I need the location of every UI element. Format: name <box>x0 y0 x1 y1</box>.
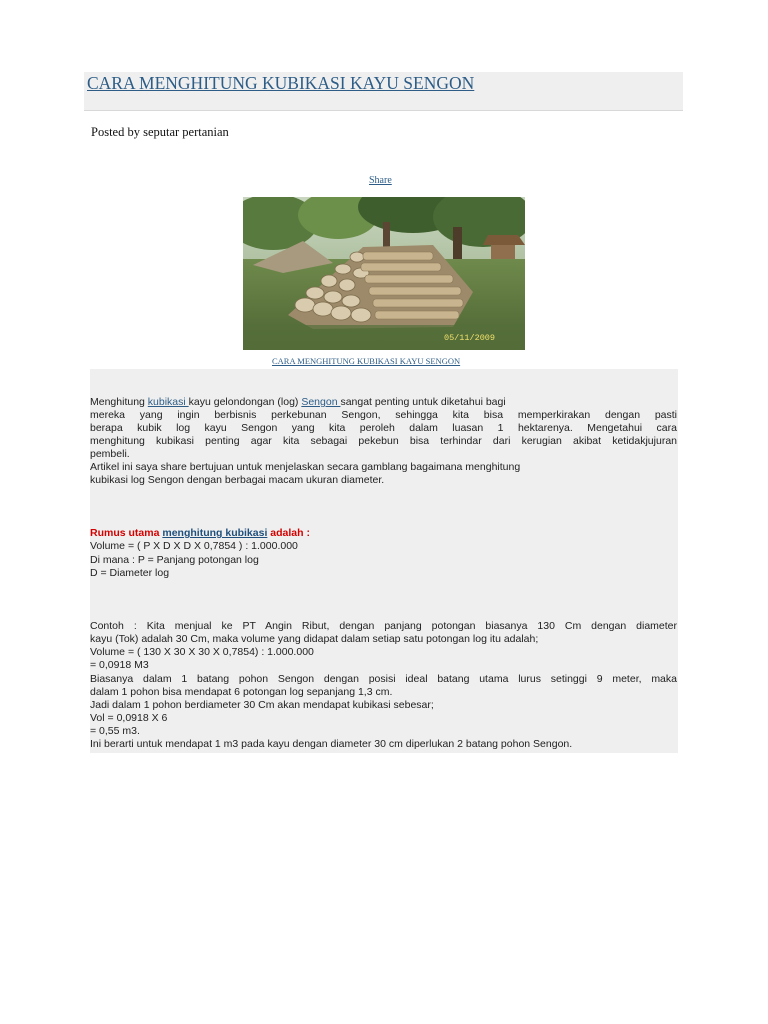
image-caption-link[interactable]: CARA MENGHITUNG KUBIKASI KAYU SENGON <box>272 356 461 366</box>
posted-by: Posted by seputar pertanian <box>91 125 229 139</box>
paragraph-1-line-1 <box>90 396 506 409</box>
formula-line: Volume = ( P X D X D X 0,7854 ) : 1.000.000 <box>90 540 298 552</box>
example-line-4: = 0,0918 M3 <box>90 659 149 671</box>
paragraph-1-line-3: berapa kubik log kayu Sengon yang kita peroleh dalam luasan 1 hektarenya. Mengetahui cara <box>90 422 677 434</box>
photo-date-stamp: 05/11/2009 <box>443 333 495 343</box>
rumus-label: Rumus utama <box>90 527 163 539</box>
example-line-6: dalam 1 pohon bisa mendapat 6 potongan log sepanjang 1,3 cm. <box>90 686 393 698</box>
example-line-2: kayu (Tok) adalah 30 Cm, maka volume yang didapat dalam setiap satu potongan log itu adalah; <box>90 633 539 645</box>
definition-d: D = Diameter log <box>90 567 170 579</box>
example-line-8: Vol = 0,0918 X 6 <box>90 712 168 724</box>
text-segment: sangat penting untuk diketahui bagi <box>340 396 506 408</box>
title-bar <box>84 72 683 111</box>
paragraph-2-line-1: Artikel ini saya share bertujuan untuk menjelaskan secara gamblang bagaimana menghitung <box>90 461 521 473</box>
rumus-label-end: adalah : <box>267 527 310 539</box>
text-segment: kayu gelondongan (log) <box>188 396 302 408</box>
sengon-log-photo <box>243 197 525 350</box>
sengon-link[interactable]: Sengon <box>301 396 341 408</box>
share-link[interactable]: Share <box>369 175 392 186</box>
example-line-3: Volume = ( 130 X 30 X 30 X 0,7854) : 1.000.000 <box>90 646 314 658</box>
article-body <box>90 369 678 753</box>
example-line-5: Biasanya dalam 1 batang pohon Sengon dengan posisi ideal batang utama lurus setinggi 9 meter, maka <box>90 673 677 685</box>
example-line-7: Jadi dalam 1 pohon berdiameter 30 Cm akan mendapat kubikasi sebesar; <box>90 699 434 711</box>
photo-illustration <box>243 197 525 350</box>
paragraph-2-line-2: kubikasi log Sengon dengan berbagai macam ukuran diameter. <box>90 474 385 486</box>
definition-p: Di mana : P = Panjang potongan log <box>90 554 259 566</box>
kubikasi-link[interactable]: kubikasi <box>147 396 189 408</box>
example-line-1: Contoh : Kita menjual ke PT Angin Ribut, dengan panjang potongan biasanya 130 Cm dengan diameter <box>90 620 677 632</box>
paragraph-1-line-2: mereka yang ingin berbisnis perkebunan Sengon, sehingga kita bisa memperkirakan dengan pasti <box>90 409 677 421</box>
example-line-10: Ini berarti untuk mendapat 1 m3 pada kayu dengan diameter 30 cm diperlukan 2 batang pohon Sengon. <box>90 738 573 750</box>
paragraph-1-line-4: menghitung kubikasi penting agar kita sebagai pekebun bisa terhindar dari kerugian akibat ketidakjujuran <box>90 435 677 447</box>
paragraph-1-line-5: pembeli. <box>90 448 130 460</box>
menghitung-kubikasi-link[interactable]: menghitung kubikasi <box>162 527 268 539</box>
post-title-link[interactable]: CARA MENGHITUNG KUBIKASI KAYU SENGON <box>87 73 475 93</box>
rumus-heading <box>90 527 310 540</box>
text-segment: Menghitung <box>90 396 148 408</box>
example-line-9: = 0,55 m3. <box>90 725 140 737</box>
